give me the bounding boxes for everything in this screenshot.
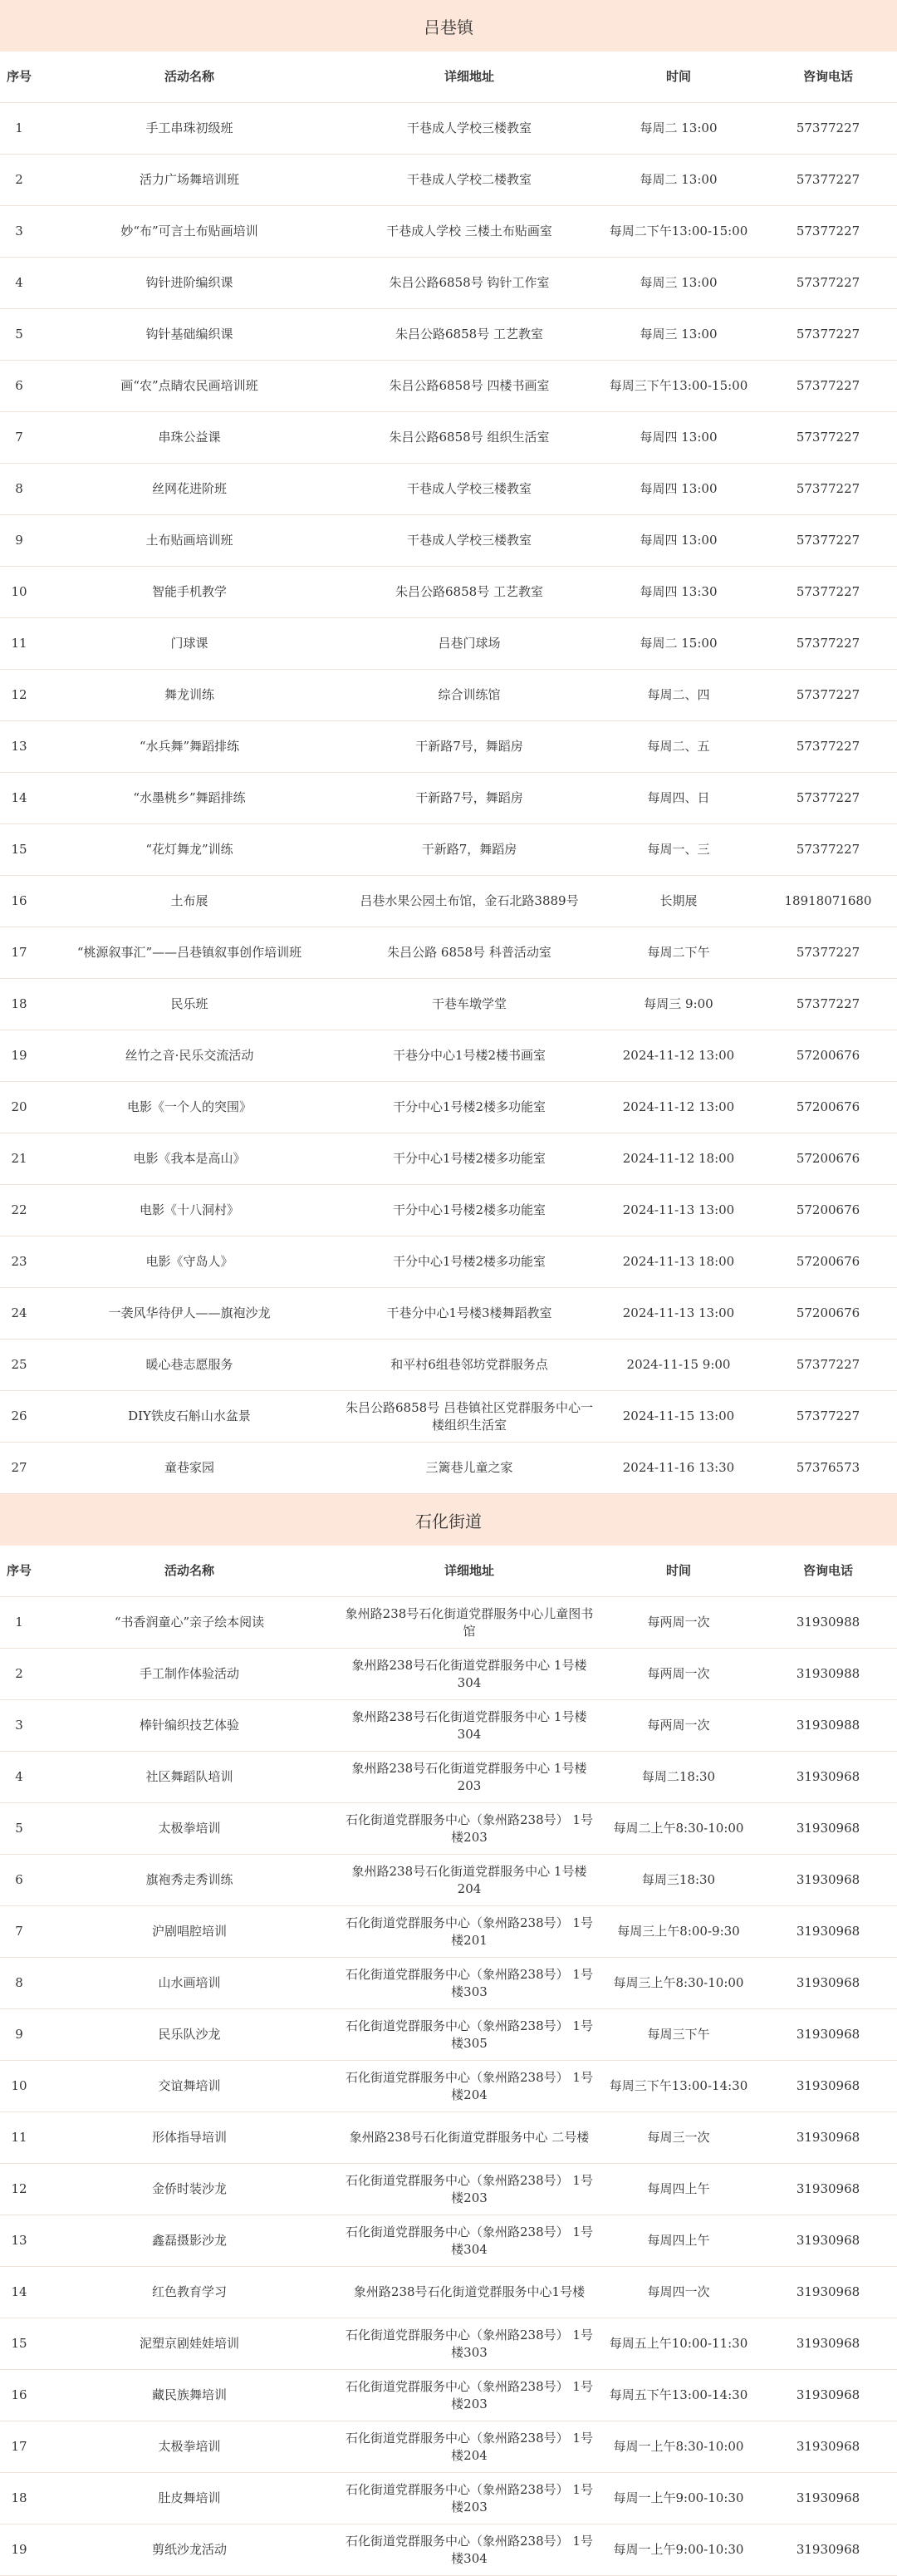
cell-activity: 丝竹之音·民乐交流活动 [38,1030,341,1082]
cell-index: 6 [0,1855,38,1906]
cell-index: 17 [0,2421,38,2473]
table-row [0,206,897,258]
cell-time: 每周四上午 [598,2164,759,2215]
cell-address: 石化街道党群服务中心（象州路238号） 1号楼204 [341,2061,598,2112]
cell-activity: 泥塑京剧娃娃培训 [38,2318,341,2370]
cell-activity: 舞龙训练 [38,670,341,721]
cell-activity: 金侨时装沙龙 [38,2164,341,2215]
cell-phone[interactable]: 57377227 [759,979,897,1030]
cell-time: 每周三下午13:00-14:30 [598,2061,759,2112]
cell-activity: 社区舞蹈队培训 [38,1752,341,1803]
cell-phone[interactable]: 57377227 [759,567,897,618]
cell-address: 石化街道党群服务中心（象州路238号） 1号楼201 [341,1906,598,1958]
cell-address: 朱吕公路6858号 吕巷镇社区党群服务中心一楼组织生活室 [341,1391,598,1443]
cell-activity: 太极拳培训 [38,1803,341,1855]
cell-index: 9 [0,2009,38,2061]
cell-phone[interactable]: 57200676 [759,1185,897,1236]
header-time: 时间 [598,52,759,103]
header-index: 序号 [0,52,38,103]
cell-index: 18 [0,979,38,1030]
cell-activity: 旗袍秀走秀训练 [38,1855,341,1906]
cell-activity: 电影《我本是高山》 [38,1133,341,1185]
cell-index: 19 [0,1030,38,1082]
cell-time: 2024-11-12 13:00 [598,1030,759,1082]
cell-phone[interactable]: 31930968 [759,2524,897,2576]
cell-address: 综合训练馆 [341,670,598,721]
cell-time: 每周四 13:00 [598,515,759,567]
cell-phone[interactable]: 31930968 [759,1752,897,1803]
cell-phone[interactable]: 31930968 [759,1958,897,2009]
cell-activity: 门球课 [38,618,341,670]
cell-index: 2 [0,155,38,206]
cell-address: 三篱巷儿童之家 [341,1443,598,1494]
cell-index: 9 [0,515,38,567]
cell-address: 石化街道党群服务中心（象州路238号） 1号楼303 [341,1958,598,2009]
cell-time: 每周二下午13:00-15:00 [598,206,759,258]
cell-time: 2024-11-13 13:00 [598,1288,759,1340]
cell-phone[interactable]: 31930968 [759,2112,897,2164]
cell-time: 2024-11-12 18:00 [598,1133,759,1185]
cell-address: 干分中心1号楼2楼多功能室 [341,1236,598,1288]
cell-address: 石化街道党群服务中心（象州路238号） 1号楼203 [341,2370,598,2421]
header-activity: 活动名称 [38,1546,341,1597]
table-row [0,2267,897,2318]
cell-activity: 电影《十八洞村》 [38,1185,341,1236]
cell-activity: 棒针编织技艺体验 [38,1700,341,1752]
cell-phone[interactable]: 31930968 [759,1906,897,1958]
activity-table [0,52,897,1494]
cell-time: 每周三下午 [598,2009,759,2061]
cell-phone[interactable]: 57200676 [759,1236,897,1288]
cell-address: 朱吕公路 6858号 科普活动室 [341,927,598,979]
cell-address: 干新路7号，舞蹈房 [341,721,598,773]
cell-index: 4 [0,1752,38,1803]
cell-time: 每周二18:30 [598,1752,759,1803]
cell-phone[interactable]: 57377227 [759,155,897,206]
header-address: 详细地址 [341,52,598,103]
cell-address: 朱吕公路6858号 组织生活室 [341,412,598,464]
cell-index: 22 [0,1185,38,1236]
cell-phone[interactable]: 57377227 [759,618,897,670]
cell-activity: 肚皮舞培训 [38,2473,341,2524]
cell-index: 7 [0,1906,38,1958]
cell-time: 长期展 [598,876,759,927]
cell-index: 10 [0,567,38,618]
cell-time: 每周四上午 [598,2215,759,2267]
section-title: 吕巷镇 [0,0,897,52]
cell-index: 3 [0,206,38,258]
cell-phone[interactable]: 31930968 [759,2370,897,2421]
cell-index: 13 [0,2215,38,2267]
cell-index: 19 [0,2524,38,2576]
header-phone: 咨询电话 [759,1546,897,1597]
table-row [0,2370,897,2421]
table-row [0,2061,897,2112]
cell-address: 石化街道党群服务中心（象州路238号） 1号楼203 [341,1803,598,1855]
cell-phone[interactable]: 31930988 [759,1597,897,1649]
table-header-row [0,1546,897,1597]
cell-index: 14 [0,773,38,824]
cell-index: 8 [0,1958,38,2009]
cell-time: 每周三下午13:00-15:00 [598,361,759,412]
cell-address: 干分中心1号楼2楼多功能室 [341,1185,598,1236]
cell-phone[interactable]: 57377227 [759,515,897,567]
cell-phone[interactable]: 57377227 [759,361,897,412]
cell-activity: “桃源叙事汇”——吕巷镇叙事创作培训班 [38,927,341,979]
cell-address: 干巷成人学校三楼教室 [341,464,598,515]
table-row [0,1443,897,1494]
table-row [0,1236,897,1288]
cell-time: 每周三上午8:30-10:00 [598,1958,759,2009]
cell-phone[interactable]: 31930968 [759,2164,897,2215]
cell-phone[interactable]: 18918071680 [759,876,897,927]
cell-phone[interactable]: 57376573 [759,1443,897,1494]
cell-address: 吕巷水果公园土布馆，金石北路3889号 [341,876,598,927]
cell-address: 朱吕公路6858号 工艺教室 [341,567,598,618]
cell-time: 每周三一次 [598,2112,759,2164]
cell-activity: 民乐队沙龙 [38,2009,341,2061]
table-row [0,1752,897,1803]
cell-time: 每周一上午8:30-10:00 [598,2421,759,2473]
header-activity: 活动名称 [38,52,341,103]
header-index: 序号 [0,1546,38,1597]
cell-activity: “水兵舞”舞蹈排练 [38,721,341,773]
table-row [0,2473,897,2524]
cell-phone[interactable]: 57377227 [759,670,897,721]
cell-index: 16 [0,876,38,927]
cell-address: 干巷成人学校二楼教室 [341,155,598,206]
cell-phone[interactable]: 31930968 [759,2473,897,2524]
cell-phone[interactable]: 57377227 [759,309,897,361]
cell-address: 石化街道党群服务中心（象州路238号） 1号楼203 [341,2164,598,2215]
cell-activity: DIY铁皮石斛山水盆景 [38,1391,341,1443]
cell-address: 石化街道党群服务中心（象州路238号） 1号楼305 [341,2009,598,2061]
cell-time: 2024-11-12 13:00 [598,1082,759,1133]
cell-time: 每周二 13:00 [598,103,759,155]
cell-phone[interactable]: 31930968 [759,2318,897,2370]
table-row [0,2524,897,2576]
cell-time: 每周三 13:00 [598,309,759,361]
cell-index: 7 [0,412,38,464]
header-phone: 咨询电话 [759,52,897,103]
cell-index: 1 [0,103,38,155]
cell-address: 干巷分中心1号楼2楼书画室 [341,1030,598,1082]
table-row [0,309,897,361]
cell-address: 干新路7，舞蹈房 [341,824,598,876]
cell-address: 干分中心1号楼2楼多功能室 [341,1082,598,1133]
cell-activity: 土布展 [38,876,341,927]
table-row [0,1597,897,1649]
cell-time: 每周四一次 [598,2267,759,2318]
cell-index: 23 [0,1236,38,1288]
cell-address: 干巷分中心1号楼3楼舞蹈教室 [341,1288,598,1340]
cell-address: 石化街道党群服务中心（象州路238号） 1号楼203 [341,2473,598,2524]
cell-address: 石化街道党群服务中心（象州路238号） 1号楼204 [341,2421,598,2473]
activity-table [0,1546,897,2576]
table-row [0,1030,897,1082]
table-header-row [0,52,897,103]
cell-address: 象州路238号石化街道党群服务中心 1号楼304 [341,1700,598,1752]
table-row [0,2215,897,2267]
cell-phone[interactable]: 31930968 [759,2267,897,2318]
table-row [0,927,897,979]
table-row [0,2164,897,2215]
table-row [0,567,897,618]
table-row [0,773,897,824]
table-row [0,361,897,412]
cell-time: 2024-11-16 13:30 [598,1443,759,1494]
cell-phone[interactable]: 57377227 [759,258,897,309]
cell-index: 8 [0,464,38,515]
cell-address: 朱吕公路6858号 工艺教室 [341,309,598,361]
table-row [0,1288,897,1340]
table-row [0,515,897,567]
table-row [0,1391,897,1443]
cell-activity: 画“农”点睛农民画培训班 [38,361,341,412]
cell-phone[interactable]: 57377227 [759,824,897,876]
cell-time: 每周一上午9:00-10:30 [598,2524,759,2576]
cell-address: 朱吕公路6858号 钩针工作室 [341,258,598,309]
header-time: 时间 [598,1546,759,1597]
cell-activity: 民乐班 [38,979,341,1030]
cell-activity: 钩针基础编织课 [38,309,341,361]
cell-index: 21 [0,1133,38,1185]
cell-time: 每周一、三 [598,824,759,876]
cell-address: 象州路238号石化街道党群服务中心 1号楼304 [341,1649,598,1700]
table-row [0,1803,897,1855]
table-row [0,721,897,773]
cell-address: 象州路238号石化街道党群服务中心1号楼 [341,2267,598,2318]
cell-time: 2024-11-15 9:00 [598,1340,759,1391]
cell-activity: 智能手机教学 [38,567,341,618]
cell-activity: 钩针进阶编织课 [38,258,341,309]
cell-time: 每周二、五 [598,721,759,773]
cell-address: 干分中心1号楼2楼多功能室 [341,1133,598,1185]
cell-index: 16 [0,2370,38,2421]
cell-time: 每周五下午13:00-14:30 [598,2370,759,2421]
cell-activity: 山水画培训 [38,1958,341,2009]
cell-time: 2024-11-13 18:00 [598,1236,759,1288]
cell-address: 石化街道党群服务中心（象州路238号） 1号楼303 [341,2318,598,2370]
table-row [0,670,897,721]
cell-address: 象州路238号石化街道党群服务中心 1号楼204 [341,1855,598,1906]
cell-index: 1 [0,1597,38,1649]
cell-index: 17 [0,927,38,979]
cell-activity: 活力广场舞培训班 [38,155,341,206]
cell-time: 2024-11-13 13:00 [598,1185,759,1236]
table-row [0,464,897,515]
cell-phone[interactable]: 31930968 [759,2009,897,2061]
cell-index: 24 [0,1288,38,1340]
cell-index: 13 [0,721,38,773]
cell-time: 每周一上午9:00-10:30 [598,2473,759,2524]
section-title: 石化街道 [0,1494,897,1546]
table-row [0,1958,897,2009]
cell-phone[interactable]: 57200676 [759,1030,897,1082]
table-row [0,824,897,876]
table-row [0,1649,897,1700]
cell-activity: 红色教育学习 [38,2267,341,2318]
cell-activity: 手工串珠初级班 [38,103,341,155]
cell-time: 每周三上午8:00-9:30 [598,1906,759,1958]
cell-phone[interactable]: 57377227 [759,773,897,824]
cell-index: 4 [0,258,38,309]
cell-time: 每周五上午10:00-11:30 [598,2318,759,2370]
cell-activity: 土布贴画培训班 [38,515,341,567]
cell-activity: “书香润童心”亲子绘本阅读 [38,1597,341,1649]
table-row [0,2009,897,2061]
cell-address: 朱吕公路6858号 四楼书画室 [341,361,598,412]
cell-index: 15 [0,824,38,876]
table-row [0,155,897,206]
table-row [0,618,897,670]
table-row [0,2112,897,2164]
cell-activity: 形体指导培训 [38,2112,341,2164]
cell-address: 象州路238号石化街道党群服务中心 1号楼203 [341,1752,598,1803]
cell-phone[interactable]: 57377227 [759,464,897,515]
table-row [0,103,897,155]
cell-address: 和平村6组巷邻坊党群服务点 [341,1340,598,1391]
cell-index: 3 [0,1700,38,1752]
cell-index: 26 [0,1391,38,1443]
cell-time: 每周二下午 [598,927,759,979]
cell-activity: “水墨桃乡”舞蹈排练 [38,773,341,824]
cell-address: 干巷成人学校 三楼土布贴画室 [341,206,598,258]
cell-address: 石化街道党群服务中心（象州路238号） 1号楼304 [341,2524,598,2576]
cell-address: 石化街道党群服务中心（象州路238号） 1号楼304 [341,2215,598,2267]
cell-time: 每周二、四 [598,670,759,721]
cell-index: 5 [0,309,38,361]
cell-time: 每周四、日 [598,773,759,824]
cell-phone[interactable]: 57200676 [759,1082,897,1133]
cell-address: 象州路238号石化街道党群服务中心儿童图书馆 [341,1597,598,1649]
cell-time: 每两周一次 [598,1649,759,1700]
cell-activity: 手工制作体验活动 [38,1649,341,1700]
cell-address: 象州路238号石化街道党群服务中心 二号楼 [341,2112,598,2164]
cell-address: 干新路7号，舞蹈房 [341,773,598,824]
table-row [0,1700,897,1752]
cell-index: 20 [0,1082,38,1133]
cell-phone[interactable]: 57377227 [759,927,897,979]
cell-phone[interactable]: 31930968 [759,2421,897,2473]
cell-phone[interactable]: 57200676 [759,1133,897,1185]
cell-phone[interactable]: 57377227 [759,103,897,155]
cell-activity: 童巷家园 [38,1443,341,1494]
cell-activity: 剪纸沙龙活动 [38,2524,341,2576]
cell-activity: 藏民族舞培训 [38,2370,341,2421]
cell-activity: “花灯舞龙”训练 [38,824,341,876]
cell-time: 每两周一次 [598,1700,759,1752]
cell-phone[interactable]: 31930968 [759,2061,897,2112]
table-row [0,258,897,309]
cell-time: 每周四 13:00 [598,464,759,515]
cell-time: 每周四 13:00 [598,412,759,464]
cell-address: 干巷成人学校三楼教室 [341,515,598,567]
table-row [0,1340,897,1391]
cell-index: 18 [0,2473,38,2524]
cell-time: 每周二 13:00 [598,155,759,206]
header-address: 详细地址 [341,1546,598,1597]
cell-phone[interactable]: 57377227 [759,1391,897,1443]
cell-index: 11 [0,618,38,670]
cell-phone[interactable]: 57377227 [759,412,897,464]
cell-index: 15 [0,2318,38,2370]
cell-index: 14 [0,2267,38,2318]
table-row [0,1133,897,1185]
cell-index: 2 [0,1649,38,1700]
cell-index: 10 [0,2061,38,2112]
cell-time: 2024-11-15 13:00 [598,1391,759,1443]
cell-time: 每周四 13:30 [598,567,759,618]
cell-phone[interactable]: 57377227 [759,721,897,773]
cell-activity: 太极拳培训 [38,2421,341,2473]
cell-index: 6 [0,361,38,412]
cell-address: 干巷车墩学堂 [341,979,598,1030]
cell-index: 11 [0,2112,38,2164]
cell-index: 27 [0,1443,38,1494]
cell-time: 每周三 9:00 [598,979,759,1030]
cell-activity: 沪剧唱腔培训 [38,1906,341,1958]
table-row [0,1855,897,1906]
cell-activity: 电影《一个人的突围》 [38,1082,341,1133]
table-row [0,2421,897,2473]
table-row [0,2318,897,2370]
cell-time: 每周二 15:00 [598,618,759,670]
cell-time: 每周三18:30 [598,1855,759,1906]
cell-phone[interactable]: 57200676 [759,1288,897,1340]
cell-index: 12 [0,670,38,721]
table-row [0,876,897,927]
cell-time: 每周二上午8:30-10:00 [598,1803,759,1855]
cell-phone[interactable]: 31930988 [759,1700,897,1752]
cell-phone[interactable]: 57377227 [759,1340,897,1391]
cell-phone[interactable]: 57377227 [759,206,897,258]
cell-phone[interactable]: 31930968 [759,1803,897,1855]
table-row [0,979,897,1030]
cell-address: 吕巷门球场 [341,618,598,670]
cell-time: 每周三 13:00 [598,258,759,309]
cell-address: 干巷成人学校三楼教室 [341,103,598,155]
cell-phone[interactable]: 31930968 [759,2215,897,2267]
cell-activity: 暖心巷志愿服务 [38,1340,341,1391]
cell-phone[interactable]: 31930968 [759,1855,897,1906]
cell-index: 25 [0,1340,38,1391]
cell-activity: 电影《守岛人》 [38,1236,341,1288]
cell-activity: 串珠公益课 [38,412,341,464]
cell-activity: 妙“布”可言土布贴画培训 [38,206,341,258]
cell-activity: 丝网花进阶班 [38,464,341,515]
cell-phone[interactable]: 31930988 [759,1649,897,1700]
cell-activity: 交谊舞培训 [38,2061,341,2112]
table-row [0,1082,897,1133]
cell-activity: 一袭风华待伊人——旗袍沙龙 [38,1288,341,1340]
table-row [0,1185,897,1236]
cell-time: 每两周一次 [598,1597,759,1649]
cell-index: 12 [0,2164,38,2215]
cell-index: 5 [0,1803,38,1855]
table-row [0,1906,897,1958]
cell-activity: 鑫磊摄影沙龙 [38,2215,341,2267]
table-row [0,412,897,464]
